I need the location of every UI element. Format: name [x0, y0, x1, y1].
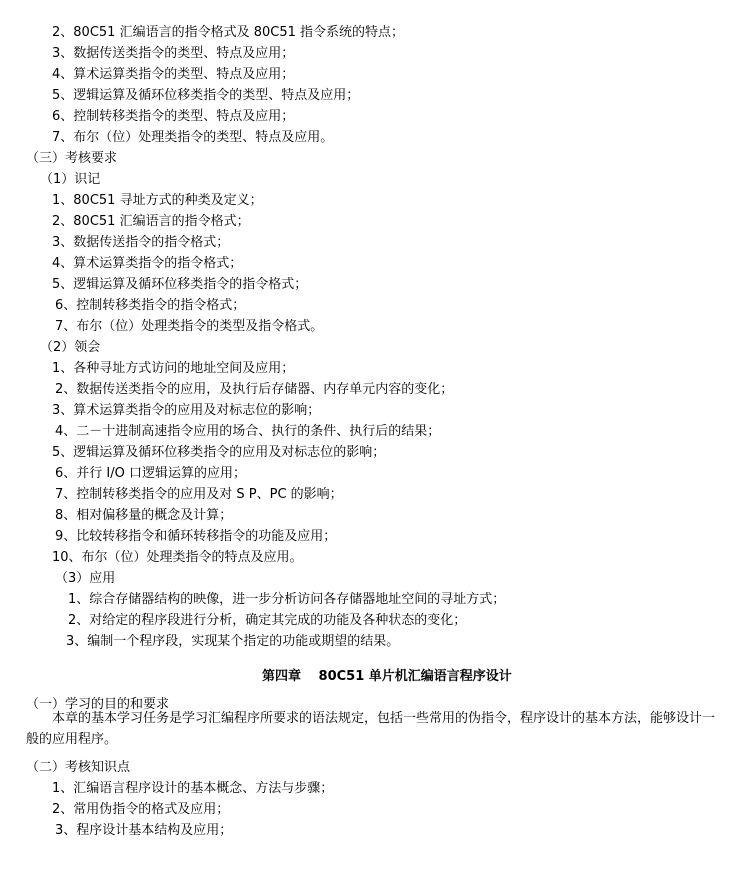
text-line: 5、逻辑运算及循环位移类指令的指令格式； [52, 277, 308, 292]
text-line: 3、数据传送指令的指令格式； [52, 235, 230, 250]
text-line: 3、算术运算类指令的应用及对标志位的影响； [52, 403, 321, 418]
text-line: （3）应用 [55, 571, 116, 586]
text-line: 7、布尔（位）处理类指令的类型、特点及应用。 [52, 130, 334, 145]
text-line: 5、逻辑运算及循环位移类指令的应用及对标志位的影响； [52, 445, 386, 460]
text-line: 8、相对偏移量的概念及计算； [55, 508, 233, 523]
text-line: 1、80C51 寻址方式的种类及定义； [52, 193, 263, 208]
text-line: 9、比较转移指令和循环转移指令的功能及应用； [55, 529, 337, 544]
text-line: 2、80C51 汇编语言的指令格式及 80C51 指令系统的特点； [52, 25, 404, 40]
text-line: 7、布尔（位）处理类指令的类型及指令格式。 [55, 319, 324, 334]
text-line: （1）识记 [40, 172, 101, 187]
text-line: （2）领会 [40, 340, 101, 355]
chapter-intro-paragraph: 本章的基本学习任务是学习汇编程序所要求的语法规定，包括一些常用的伪指令，程序设计的基本方法，能够设计一般的应用程序。 [26, 711, 716, 747]
text-line: 1、汇编语言程序设计的基本概念、方法与步骤； [52, 781, 334, 796]
text-line: （一）学习的目的和要求 [26, 697, 170, 712]
text-line: 1、综合存储器结构的映像，进一步分析访问各存储器地址空间的寻址方式； [68, 592, 506, 607]
text-line: 4、算术运算类指令的类型、特点及应用； [52, 67, 295, 82]
text-line: 10、布尔（位）处理类指令的特点及应用。 [52, 550, 303, 565]
text-line: 1、各种寻址方式访问的地址空间及应用； [52, 361, 295, 376]
text-line: 6、控制转移类指令的指令格式； [55, 298, 246, 313]
text-line: 2、对给定的程序段进行分析，确定其完成的功能及各种状态的变化； [68, 613, 467, 628]
text-line: 7、控制转移类指令的应用及对 S P、PC 的影响； [55, 487, 343, 502]
text-line: 4、算术运算类指令的指令格式； [52, 256, 243, 271]
text-line: 2、数据传送类指令的应用，及执行后存储器、内存单元内容的变化； [55, 382, 454, 397]
text-line: （二）考核知识点 [26, 760, 131, 775]
text-line: 2、常用伪指令的格式及应用； [52, 802, 230, 817]
chapter-title: 第四章 80C51 单片机汇编语言程序设计 [262, 669, 512, 684]
text-line: 2、80C51 汇编语言的指令格式； [52, 214, 250, 229]
text-line: 4、二－十进制高速指令应用的场合、执行的条件、执行后的结果； [55, 424, 441, 439]
text-line: 5、逻辑运算及循环位移类指令的类型、特点及应用； [52, 88, 360, 103]
text-line: 3、数据传送类指令的类型、特点及应用； [52, 46, 295, 61]
text-line: 3、编制一个程序段，实现某个指定的功能或期望的结果。 [66, 634, 400, 649]
text-line: 6、控制转移类指令的类型、特点及应用； [52, 109, 295, 124]
text-line: （三）考核要求 [26, 151, 118, 166]
text-line: 3、程序设计基本结构及应用； [55, 823, 233, 838]
text-line: 6、并行 I/O 口逻辑运算的应用； [55, 466, 246, 481]
